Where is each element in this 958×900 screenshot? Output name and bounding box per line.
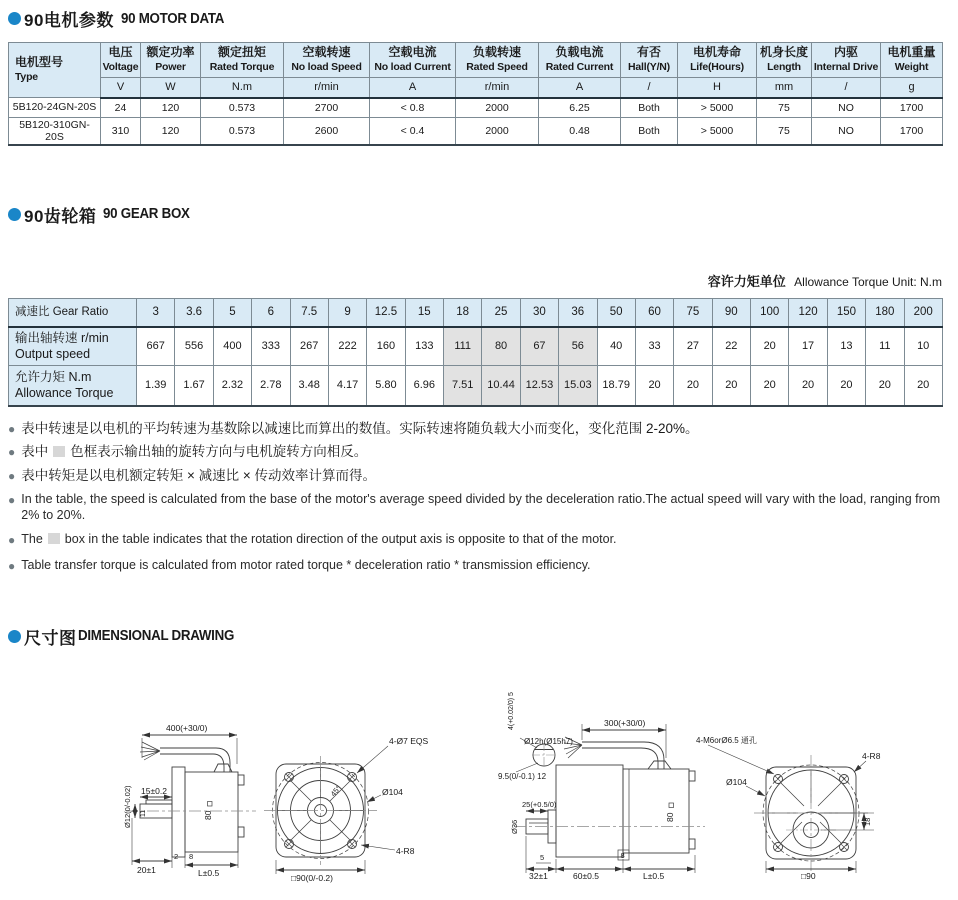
motor-unit-cell: mm [757, 77, 812, 98]
allowance-torque-cell: 2.32 [213, 365, 251, 406]
output-speed-cell: 33 [635, 327, 673, 366]
dim-key-height-label: 4(+0.02/0) 5 [508, 692, 515, 730]
note-bullet-icon: ● [8, 493, 16, 508]
output-speed-cell: 10 [904, 327, 942, 366]
allowance-torque-cell: 12.53 [520, 365, 558, 406]
allowance-torque-cell: 7.51 [444, 365, 482, 406]
column-header-en: Voltage [102, 60, 139, 73]
motor-table-row [9, 117, 943, 145]
motor-value-cell: 75 [757, 117, 812, 145]
gear-ratio-cell: 90 [712, 298, 750, 327]
gear-ratio-cell: 60 [635, 298, 673, 327]
note-item [8, 492, 942, 523]
allowance-torque-cell: 20 [866, 365, 904, 406]
gear-ratio-cell: 50 [597, 298, 635, 327]
dim-32-label: 32±1 [529, 870, 548, 881]
motor-value-cell: 75 [757, 98, 812, 118]
allowance-torque-cell: 20 [674, 365, 712, 406]
motor-value-cell: 2000 [456, 98, 539, 118]
motor-column-header-1 [101, 43, 141, 78]
allowance-torque-cell: 20 [827, 365, 865, 406]
column-header-zh: 电机寿命 [692, 45, 741, 59]
column-header-en: Rated Torque [209, 60, 275, 73]
section-bullet-icon [8, 208, 21, 221]
dim-18-label: 18 [863, 817, 872, 826]
column-header-zh: 电机重量 [887, 45, 936, 59]
motor-unit-cell: V [101, 77, 141, 98]
gear-ratio-cell: 7.5 [290, 298, 328, 327]
note-item [8, 558, 942, 575]
note-bullet-icon: ● [8, 421, 16, 436]
allowance-torque-cell: 1.39 [137, 365, 175, 406]
column-header-zh: 电机型号 [15, 55, 64, 70]
note-item [8, 532, 942, 549]
gearbox-flange [172, 767, 185, 857]
motor-column-header-4 [284, 43, 370, 78]
column-header-en: Internal Drive [813, 60, 879, 73]
motor-data-table [8, 42, 943, 146]
section-bullet-icon [8, 12, 21, 25]
label-circle-dia: Ø104 [382, 786, 403, 797]
drawing-title-zh: 尺寸图 [24, 628, 77, 648]
gray-box-swatch [48, 533, 60, 544]
dim-shaft-length-label: 25(+0.5/0) [522, 799, 557, 809]
motor-unit-cell: r/min [284, 77, 370, 98]
gear-ratio-cell: 3 [137, 298, 175, 327]
row-header-line1: 减速比 Gear Ratio [15, 305, 109, 318]
output-speed-cell: 17 [789, 327, 827, 366]
column-header-zh: 空载电流 [388, 45, 437, 59]
drawing-title-en: DIMENSIONAL DRAWING [77, 628, 234, 645]
dim-L-label: L±0.5 [198, 867, 220, 878]
motor-unit-cell: / [621, 77, 678, 98]
gear-title-en: 90 GEAR BOX [103, 206, 191, 222]
motor-column-header-12 [881, 43, 943, 78]
gear-table-body [9, 298, 943, 406]
output-speed-cell: 22 [712, 327, 750, 366]
column-header-zh: 有否 [636, 45, 661, 59]
geared-motor-front-view [264, 746, 395, 874]
allowance-torque-cell: 2.78 [252, 365, 290, 406]
note-bullet-icon: ● [8, 559, 16, 574]
allowance-torque-cell: 6.96 [405, 365, 443, 406]
motor-value-cell: 0.573 [201, 98, 284, 118]
motor-unit-cell: W [141, 77, 201, 98]
notes-list [8, 421, 942, 575]
allowance-torque-cell: 4.17 [328, 365, 366, 406]
column-header-en: Power [155, 60, 186, 73]
unit-note-en: Allowance Torque Unit: N.m [794, 274, 942, 289]
note-bullet-icon: ● [8, 469, 16, 484]
motor-value-cell: < 0.8 [370, 98, 456, 118]
gear-table-row-speed [9, 327, 943, 366]
dim-square-label: □90(0/-0.2) [291, 872, 333, 883]
motor-table-row [9, 98, 943, 118]
motor-value-cell: 2000 [456, 117, 539, 145]
column-header-en: Rated Current [545, 60, 614, 73]
gear-box-table [8, 298, 943, 407]
motor-column-header-8 [621, 43, 678, 78]
column-header-en: Type [15, 71, 38, 83]
motor-value-cell: 1700 [881, 117, 943, 145]
column-header-en: No load Speed [291, 60, 362, 73]
note-item [8, 444, 942, 461]
allowance-torque-cell: 10.44 [482, 365, 520, 406]
output-speed-cell: 267 [290, 327, 328, 366]
gear-ratio-cell: 12.5 [367, 298, 405, 327]
note-bullet-icon: ● [8, 533, 16, 548]
output-speed-cell: 667 [137, 327, 175, 366]
note-item [8, 468, 942, 485]
dim-shaft-length-label: 15±0.2 [141, 785, 167, 796]
motor-value-cell: NO [812, 98, 881, 118]
unit-note-zh: 容许力矩单位 [707, 273, 786, 289]
cable-wires [140, 742, 160, 760]
note-text: 表中转速是以电机的平均转速为基数除以减速比而算出的数值。实际转速将随负载大小而变化，变化范围 2-20%。 [21, 420, 699, 436]
output-speed-cell: 111 [444, 327, 482, 366]
motor-column-header-3 [201, 43, 284, 78]
dim-key-width-label: 9.5(0/-0.1) 12 [498, 771, 547, 781]
column-header-zh: 机身长度 [759, 45, 808, 59]
label-corner-radius: 4-R8 [396, 845, 415, 856]
motor-value-cell: 2700 [284, 98, 370, 118]
output-speed-cell: 27 [674, 327, 712, 366]
gear-ratio-cell: 150 [827, 298, 865, 327]
allowance-torque-cell: 18.79 [597, 365, 635, 406]
label-mounting-holes: 4-M6orØ6.5 通孔 [696, 735, 757, 745]
note-text: Table transfer torque is calculated from motor rated torque * deceleration ratio * transmission efficiency. [21, 558, 591, 573]
motor-type-cell: 5B120-310GN-20S [9, 117, 101, 145]
note-text-pre: 表中 [21, 444, 49, 460]
label-circle-dia: Ø104 [726, 776, 747, 787]
row-header-line2: Output speed [15, 347, 91, 361]
dimensional-drawing-svg [8, 660, 958, 895]
motor-value-cell: 120 [141, 98, 201, 118]
column-header-zh: 负载电流 [555, 45, 604, 59]
dim-body-size-label: 80 [203, 810, 213, 820]
dim-5-label: 5 [540, 852, 545, 862]
motor-column-header-5 [370, 43, 456, 78]
gear-ratio-cell: 5 [213, 298, 251, 327]
note-text-post: box in the table indicates that the rotation direction of the output axis is opposite to that of the motor. [64, 532, 617, 547]
output-speed-cell: 67 [520, 327, 558, 366]
section-bullet-icon [8, 630, 21, 643]
dim-shaft-dia-label: Ø12h(Ø15h7) [524, 736, 573, 746]
output-speed-cell: 160 [367, 327, 405, 366]
gear-box-section-title [8, 202, 942, 227]
dim-20-label: 20±1 [137, 864, 156, 875]
note-bullet-icon: ● [8, 445, 16, 460]
motor-value-cell: < 0.4 [370, 117, 456, 145]
column-header-en: Length [767, 60, 801, 73]
column-header-zh: 额定扭矩 [217, 45, 266, 59]
gear-ratio-cell: 18 [444, 298, 482, 327]
gear-row-header [9, 327, 137, 366]
column-header-en: No load Current [374, 60, 451, 73]
motor-data-section-title [8, 6, 942, 31]
note-text: In the table, the speed is calculated from the base of the motor's average speed divided by the deceleration ratio.The actual speed will vary with the load, ranging from 2% to 20%. [21, 492, 941, 522]
motor-unit-cell: H [678, 77, 757, 98]
column-header-en: Hall(Y/N) [628, 60, 670, 73]
allowance-torque-cell: 1.67 [175, 365, 213, 406]
motor-column-header-6 [456, 43, 539, 78]
motor-value-cell: 0.48 [539, 117, 621, 145]
dim-boss-dia-label: Ø36 [510, 819, 519, 834]
gear-ratio-cell: 30 [520, 298, 558, 327]
dim-60-label: 60±0.5 [573, 870, 599, 881]
column-header-zh: 负载转速 [472, 45, 521, 59]
motor-type-cell: 5B120-24GN-20S [9, 98, 101, 118]
motor-column-header-11 [812, 43, 881, 78]
motor-side-view [514, 724, 774, 873]
note-text-pre: The [21, 532, 43, 547]
dimensional-drawing-section-title [8, 624, 942, 649]
dim-shaft-dia-label: Ø12(0/-0.02) [123, 785, 132, 828]
note-text [21, 444, 367, 461]
dim-cable-length-label: 300(+30/0) [604, 717, 646, 728]
output-speed-cell: 20 [751, 327, 789, 366]
gear-ratio-cell: 200 [904, 298, 942, 327]
motor-unit-cell: / [812, 77, 881, 98]
note-text-post: 色框表示输出轴的旋转方向与电机旋转方向相反。 [70, 444, 368, 460]
row-header-line2: Allowance Torque [15, 386, 114, 400]
allowance-torque-cell: 20 [904, 365, 942, 406]
label-corner-radius: 4-R8 [862, 750, 881, 761]
output-speed-cell: 333 [252, 327, 290, 366]
gear-table-row-torque [9, 365, 943, 406]
motor-column-header-10 [757, 43, 812, 78]
output-speed-cell: 13 [827, 327, 865, 366]
motor-value-cell: Both [621, 117, 678, 145]
dim-8-label: 8 [620, 850, 625, 860]
motor-value-cell: > 5000 [678, 117, 757, 145]
dim-key-label: 11 [140, 809, 147, 817]
label-mounting-holes: 4-Ø7 EQS [389, 735, 429, 746]
gear-ratio-cell: 6 [252, 298, 290, 327]
gear-title-zh: 90齿轮箱 [24, 206, 97, 226]
motor-column-header-9 [678, 43, 757, 78]
gear-ratio-cell: 25 [482, 298, 520, 327]
output-speed-cell: 133 [405, 327, 443, 366]
gear-ratio-cell: 15 [405, 298, 443, 327]
column-header-en: Life(Hours) [690, 60, 744, 73]
cable-gland [648, 761, 671, 769]
motor-value-cell: 1700 [881, 98, 943, 118]
allowance-torque-cell: 20 [635, 365, 673, 406]
output-speed-cell: 556 [175, 327, 213, 366]
dim-body-size-label: 80 [665, 812, 675, 822]
motor-table-head [9, 43, 943, 98]
spacer [8, 584, 942, 624]
gear-row-header [9, 298, 137, 327]
motor-unit-cell: A [539, 77, 621, 98]
motor-title-en: 90 MOTOR DATA [120, 10, 225, 27]
motor-front-view [746, 755, 874, 873]
motor-column-header-7 [539, 43, 621, 78]
gear-ratio-cell: 120 [789, 298, 827, 327]
note-text: 表中转矩是以电机额定转矩 × 减速比 × 传动效率计算而得。 [21, 468, 377, 484]
dimensional-drawing [8, 660, 942, 900]
motor-value-cell: 310 [101, 117, 141, 145]
motor-unit-cell: r/min [456, 77, 539, 98]
motor-value-cell: 120 [141, 117, 201, 145]
motor-value-cell: 24 [101, 98, 141, 118]
motor-value-cell: 2600 [284, 117, 370, 145]
cable-gland [214, 764, 232, 772]
motor-value-cell: 0.573 [201, 117, 284, 145]
motor-unit-cell: g [881, 77, 943, 98]
column-header-zh: 内驱 [833, 45, 858, 59]
note-text [21, 532, 616, 548]
output-speed-cell: 11 [866, 327, 904, 366]
gear-ratio-cell: 180 [866, 298, 904, 327]
output-speed-cell: 400 [213, 327, 251, 366]
geared-motor-side-view [126, 735, 256, 868]
column-header-en: Weight [894, 60, 929, 73]
motor-value-cell: 6.25 [539, 98, 621, 118]
row-header-line1: 允许力矩 N.m [15, 369, 92, 384]
dim-cable-length-label: 400(+30/0) [166, 722, 208, 733]
dim-L-label: L±0.5 [643, 870, 665, 881]
gear-ratio-cell: 100 [751, 298, 789, 327]
allowance-torque-cell: 15.03 [559, 365, 597, 406]
cable-outline [160, 748, 230, 772]
rear-housing [623, 769, 689, 853]
motor-table-body [9, 98, 943, 145]
motor-unit-cell: N.m [201, 77, 284, 98]
motor-unit-cell: A [370, 77, 456, 98]
gray-box-swatch [53, 446, 65, 457]
label-angle: 45° [328, 783, 343, 799]
spacer [8, 146, 942, 202]
column-header-zh: 空载转速 [302, 45, 351, 59]
allowance-torque-cell: 20 [712, 365, 750, 406]
output-speed-cell: 222 [328, 327, 366, 366]
dim-2-label: 2 [174, 851, 179, 861]
allowance-torque-cell: 20 [789, 365, 827, 406]
motor-body [556, 765, 623, 857]
allowance-torque-cell: 5.80 [367, 365, 405, 406]
motor-value-cell: > 5000 [678, 98, 757, 118]
note-item [8, 421, 942, 438]
allowance-torque-cell: 3.48 [290, 365, 328, 406]
gear-ratio-cell: 75 [674, 298, 712, 327]
motor-value-cell: Both [621, 98, 678, 118]
column-header-en: Rated Speed [466, 60, 528, 73]
allowance-torque-cell: 20 [751, 365, 789, 406]
column-header-zh: 电压 [108, 45, 133, 59]
output-speed-cell: 80 [482, 327, 520, 366]
gear-table-row-ratio [9, 298, 943, 327]
dim-square-label: □90 [801, 870, 816, 881]
motor-column-header-2 [141, 43, 201, 78]
gear-ratio-cell: 9 [328, 298, 366, 327]
output-speed-cell: 56 [559, 327, 597, 366]
motor-title-zh: 90电机参数 [24, 11, 114, 30]
gear-row-header [9, 365, 137, 406]
motor-column-header-0 [9, 43, 101, 98]
row-header-line1: 输出轴转速 r/min [15, 330, 109, 345]
gear-ratio-cell: 3.6 [175, 298, 213, 327]
dim-8-label: 8 [189, 851, 194, 861]
output-speed-cell: 40 [597, 327, 635, 366]
gear-ratio-cell: 36 [559, 298, 597, 327]
column-header-zh: 额定功率 [146, 45, 195, 59]
allowance-torque-unit-note [8, 271, 942, 291]
motor-value-cell: NO [812, 117, 881, 145]
